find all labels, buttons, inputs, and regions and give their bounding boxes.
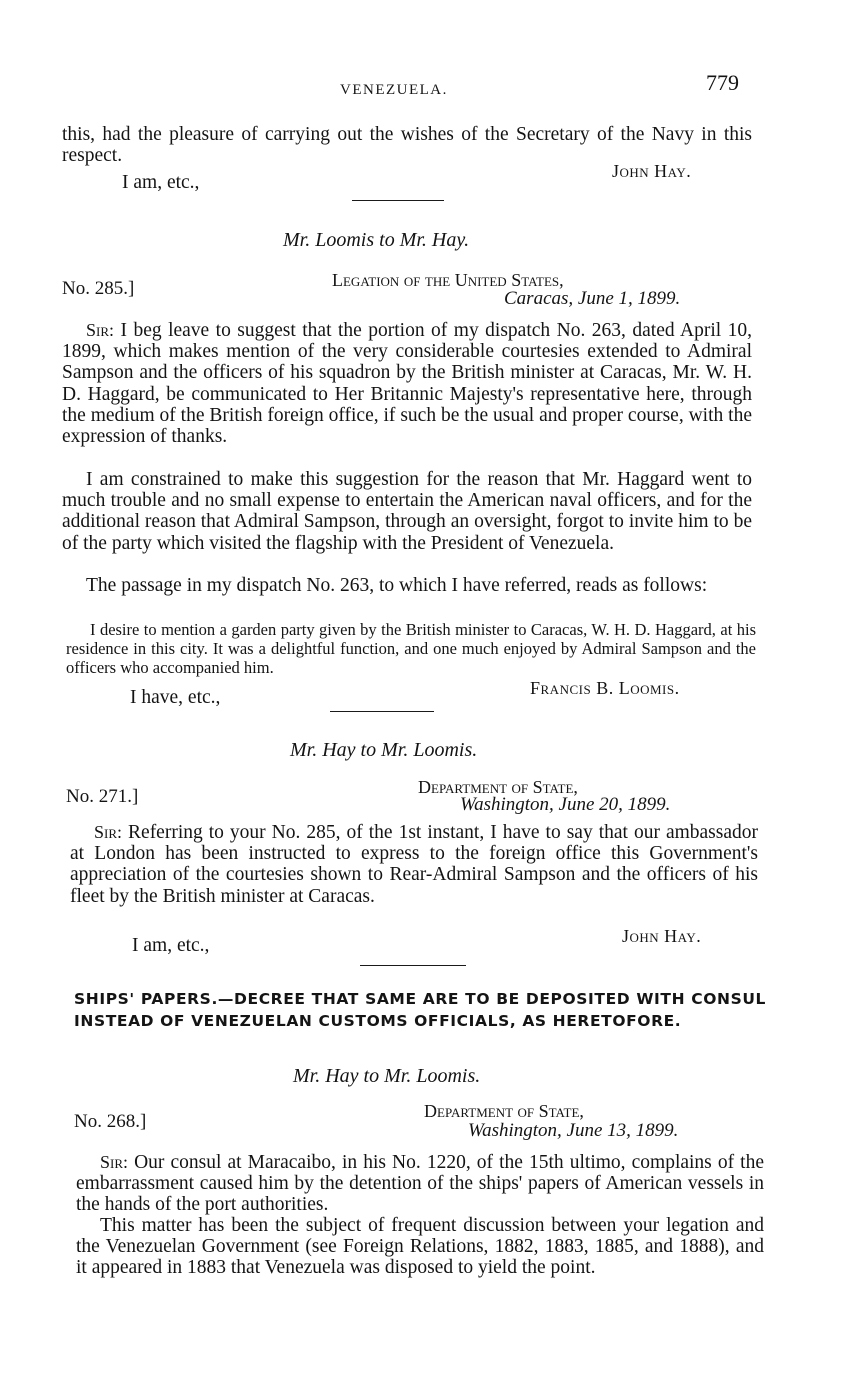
salutation: Sir: <box>94 822 123 842</box>
running-header: VENEZUELA. <box>340 82 448 98</box>
letter1-title: Mr. Loomis to Mr. Hay. <box>283 229 470 251</box>
letter3-number: No. 268.] <box>74 1111 147 1132</box>
divider-rule <box>360 965 466 966</box>
letter1-quote: I desire to mention a garden party given by the British minister to Caracas, W. H. D. Haggard, at his residence in this city. It was a delightful function, and one much enjoyed by Admiral Sampson and the officers who accompanied him. <box>66 620 756 677</box>
divider-rule <box>330 711 434 712</box>
letter1-paragraph-2: I am constrained to make this suggestion for the reason that Mr. Haggard went to much trouble and no small expense to entertain the American naval officers, and for the additional reason that Admiral Sampson, through an oversight, forgot to invite him to be of the party which visited the flagship with the President of Venezuela. <box>62 469 752 554</box>
letter1-from-line: Legation of the United States, <box>332 270 564 290</box>
page-number: 779 <box>706 70 739 95</box>
salutation: Sir: <box>100 1152 129 1172</box>
letter2-title: Mr. Hay to Mr. Loomis. <box>290 739 478 761</box>
divider-rule <box>352 200 444 201</box>
closing-section1: I am, etc., <box>122 172 200 193</box>
letter2-number: No. 271.] <box>66 786 139 807</box>
letter2-paragraph: Sir: Referring to your No. 285, of the 1st instant, I have to say that our ambassador at London has been instructed to express to the foreign office this Government's appreciation of the courtesies shown to Rear-Admiral Sampson and the officers of his fleet by the British minister at Caracas. <box>70 822 759 907</box>
letter3-paragraph-2: This matter has been the subject of frequent discussion between your legation and the Venezuelan Government (see Foreign Relations, 1882, 1883, 1885, and 1888), and it appeared in 1883 that Venezuela was disposed to yield the point. <box>76 1215 764 1279</box>
letter1-number: No. 285.] <box>62 278 135 299</box>
letter1-place-date: Caracas, June 1, 1899. <box>504 288 681 309</box>
letter1-paragraph-3: The passage in my dispatch No. 263, to which I have referred, reads as follows: <box>86 575 708 596</box>
letter1-signature: Francis B. Loomis. <box>530 678 680 698</box>
letter3-from-line: Department of State, <box>424 1101 584 1121</box>
letter3-paragraph-1: Sir: Our consul at Maracaibo, in his No. 1220, of the 15th ultimo, complains of the embarrassment caused him by the detention of the ships' papers of American vessels in the hands of the port authorities. <box>76 1152 764 1216</box>
letter2-signature: John Hay. <box>622 926 702 946</box>
section-heading: SHIPS' PAPERS.—DECREE THAT SAME ARE TO BE DEPOSITED WITH CONSUL INSTEAD OF VENEZUELAN CUSTOMS OFFICIALS, AS HERETOFORE. <box>74 990 766 1030</box>
letter2-from-line: Department of State, <box>418 777 578 797</box>
letter3-place-date: Washington, June 13, 1899. <box>468 1120 679 1141</box>
signature-section1: John Hay. <box>612 161 692 181</box>
salutation: Sir: <box>86 320 115 340</box>
continuation-paragraph: this, had the pleasure of carrying out the wishes of the Secretary of the Navy in this respect. <box>62 124 752 167</box>
letter2-closing: I am, etc., <box>132 935 210 956</box>
letter1-closing: I have, etc., <box>130 687 221 708</box>
letter1-paragraph-1: Sir: I beg leave to suggest that the portion of my dispatch No. 263, dated April 10, 1899, which makes mention of the very considerable courtesies extended to Admiral Sampson and the officers of his squadron by the British minister at Caracas, Mr. W. H. D. Haggard, be communicated to Her Britannic Majesty's representative here, through the medium of the British foreign office, if such be the usual and proper course, with the expression of thanks. <box>62 320 752 448</box>
letter3-title: Mr. Hay to Mr. Loomis. <box>293 1065 481 1087</box>
letter2-place-date: Washington, June 20, 1899. <box>460 794 671 815</box>
